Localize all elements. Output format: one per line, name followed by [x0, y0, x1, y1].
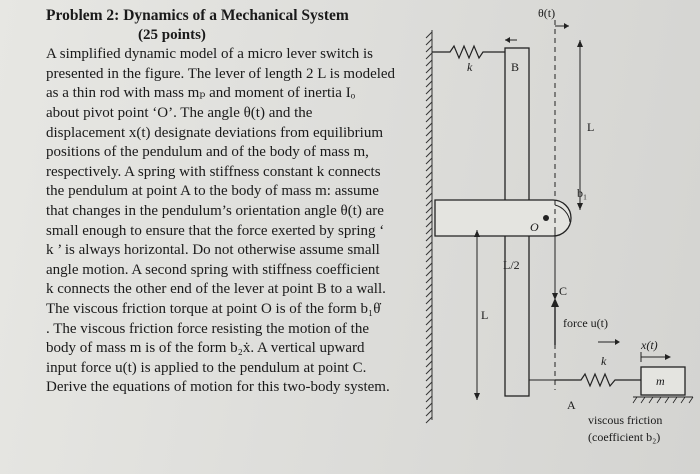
- wall-hatch-mark: [426, 284, 432, 290]
- wall-hatch-mark: [426, 277, 432, 283]
- wall: [426, 30, 432, 423]
- wall-hatch-mark: [426, 375, 432, 381]
- label-x: x(t): [641, 338, 658, 352]
- wall-hatch-mark: [426, 186, 432, 192]
- wall-hatch-mark: [426, 172, 432, 178]
- wall-hatch-mark: [426, 214, 432, 220]
- wall-hatch-mark: [426, 88, 432, 94]
- label-C: C: [559, 284, 568, 298]
- pivot-point: [543, 215, 549, 221]
- body-line-5: displacement x(t) designate deviations from equilibrium: [46, 124, 383, 141]
- spring-top: [432, 46, 505, 58]
- wall-hatch-mark: [426, 53, 432, 59]
- wall-hatch-mark: [426, 158, 432, 164]
- wall-hatch-mark: [426, 333, 432, 339]
- label-B: B: [511, 60, 520, 74]
- wall-hatch-mark: [426, 249, 432, 255]
- wall-hatch-mark: [426, 340, 432, 346]
- wall-hatch-mark: [426, 417, 432, 423]
- wall-hatch-mark: [426, 270, 432, 276]
- wall-hatch-mark: [426, 102, 432, 108]
- wall-hatch-mark: [426, 200, 432, 206]
- label-k-top: k: [467, 60, 473, 74]
- body-line-4: about pivot point ‘O’. The angle θ(t) and the: [46, 104, 313, 121]
- body-line-9: that changes in the pendulum’s orientation angle θ(t) are: [46, 202, 384, 219]
- wall-hatch-mark: [426, 389, 432, 395]
- body-line-17: input force u(t) is applied to the pendulum at point C.: [46, 359, 367, 376]
- wall-hatch-mark: [426, 312, 432, 318]
- label-A: A: [567, 398, 576, 412]
- wall-hatch-mark: [426, 81, 432, 87]
- problem-title: Problem 2: Dynamics of a Mechanical System: [46, 7, 349, 24]
- label-viscous-1: viscous friction: [588, 413, 663, 427]
- wall-hatch-mark: [426, 137, 432, 143]
- problem-text: [46, 6, 426, 398]
- spring-bottom: [555, 374, 641, 386]
- body-line-10: small enough to ensure that the force exerted by spring ‘: [46, 222, 385, 239]
- wall-hatch-mark: [426, 221, 432, 227]
- wall-hatch-mark: [426, 130, 432, 136]
- wall-hatch-mark: [426, 319, 432, 325]
- body-line-8: the pendulum at point A to the body of mass m: assume: [46, 183, 379, 200]
- wall-hatch-mark: [426, 109, 432, 115]
- body-line-6: positions of the pendulum and of the body of mass m,: [46, 144, 369, 161]
- body-line-12: angle motion. A second spring with stiffness coefficient: [46, 261, 380, 278]
- wall-hatch-mark: [426, 165, 432, 171]
- wall-hatch-mark: [426, 207, 432, 213]
- wall-hatch-mark: [426, 74, 432, 80]
- wall-hatch-mark: [426, 291, 432, 297]
- wall-hatch-mark: [426, 32, 432, 38]
- wall-hatch-mark: [426, 326, 432, 332]
- body-line-1: A simplified dynamic model of a micro lever switch is: [46, 46, 374, 63]
- wall-hatch-mark: [426, 179, 432, 185]
- label-b1: b₁: [577, 186, 588, 200]
- body-line-7: respectively. A spring with stiffness constant k connects: [46, 163, 381, 180]
- wall-hatch-mark: [426, 193, 432, 199]
- wall-hatch-mark: [426, 151, 432, 157]
- wall-hatch-mark: [426, 46, 432, 52]
- wall-hatch-mark: [426, 116, 432, 122]
- wall-hatch-mark: [426, 235, 432, 241]
- label-force: force u(t): [563, 316, 608, 330]
- wall-hatch-mark: [426, 382, 432, 388]
- body-line-13: k connects the other end of the lever at point B to a wall.: [46, 281, 386, 298]
- wall-hatch-mark: [426, 410, 432, 416]
- wall-hatch-mark: [426, 263, 432, 269]
- wall-hatch-mark: [426, 368, 432, 374]
- label-L-half: L/2: [503, 258, 520, 272]
- wall-hatch-mark: [426, 67, 432, 73]
- body-line-3: as a thin rod with mass mₚ and moment of inertia Iₒ: [46, 85, 356, 102]
- label-L-left: L: [481, 308, 489, 322]
- wall-hatch-mark: [426, 361, 432, 367]
- wall-hatch-mark: [426, 305, 432, 311]
- wall-hatch-mark: [426, 228, 432, 234]
- label-L-top: L: [587, 120, 595, 134]
- wall-hatch-mark: [426, 39, 432, 45]
- problem-points: (25 points): [138, 26, 206, 43]
- wall-hatch-mark: [426, 298, 432, 304]
- body-line-15: . The viscous friction force resisting the motion of the: [46, 320, 369, 337]
- wall-hatch-mark: [426, 396, 432, 402]
- body-line-16: body of mass m is of the form b₂ẋ. A vertical upward: [46, 340, 365, 357]
- label-k-bottom: k: [601, 354, 607, 368]
- label-m: m: [656, 374, 665, 388]
- wall-hatch-mark: [426, 123, 432, 129]
- wall-hatch-mark: [426, 144, 432, 150]
- body-line-14: The viscous friction torque at point O is of the form b₁θ̇: [46, 300, 381, 317]
- wall-hatch-mark: [426, 403, 432, 409]
- body-line-18: Derive the equations of motion for this two-body system.: [46, 379, 390, 396]
- wall-hatch-mark: [426, 60, 432, 66]
- wall-hatch-mark: [426, 354, 432, 360]
- label-theta: θ(t): [538, 6, 556, 20]
- ground-hatch: [633, 397, 693, 403]
- wall-hatch-mark: [426, 347, 432, 353]
- body-line-11: k ’ is always horizontal. Do not otherwise assume small: [46, 242, 380, 259]
- label-O: O: [530, 220, 539, 234]
- wall-hatch-mark: [426, 242, 432, 248]
- label-viscous-2: (coefficient b₂): [588, 430, 661, 444]
- lever-diagram: [405, 0, 700, 474]
- pivot-housing: [435, 200, 571, 236]
- wall-hatch-mark: [426, 256, 432, 262]
- body-line-2: presented in the figure. The lever of length 2 L is modeled: [46, 65, 396, 82]
- wall-hatch-mark: [426, 95, 432, 101]
- lever-drawing: [405, 0, 700, 474]
